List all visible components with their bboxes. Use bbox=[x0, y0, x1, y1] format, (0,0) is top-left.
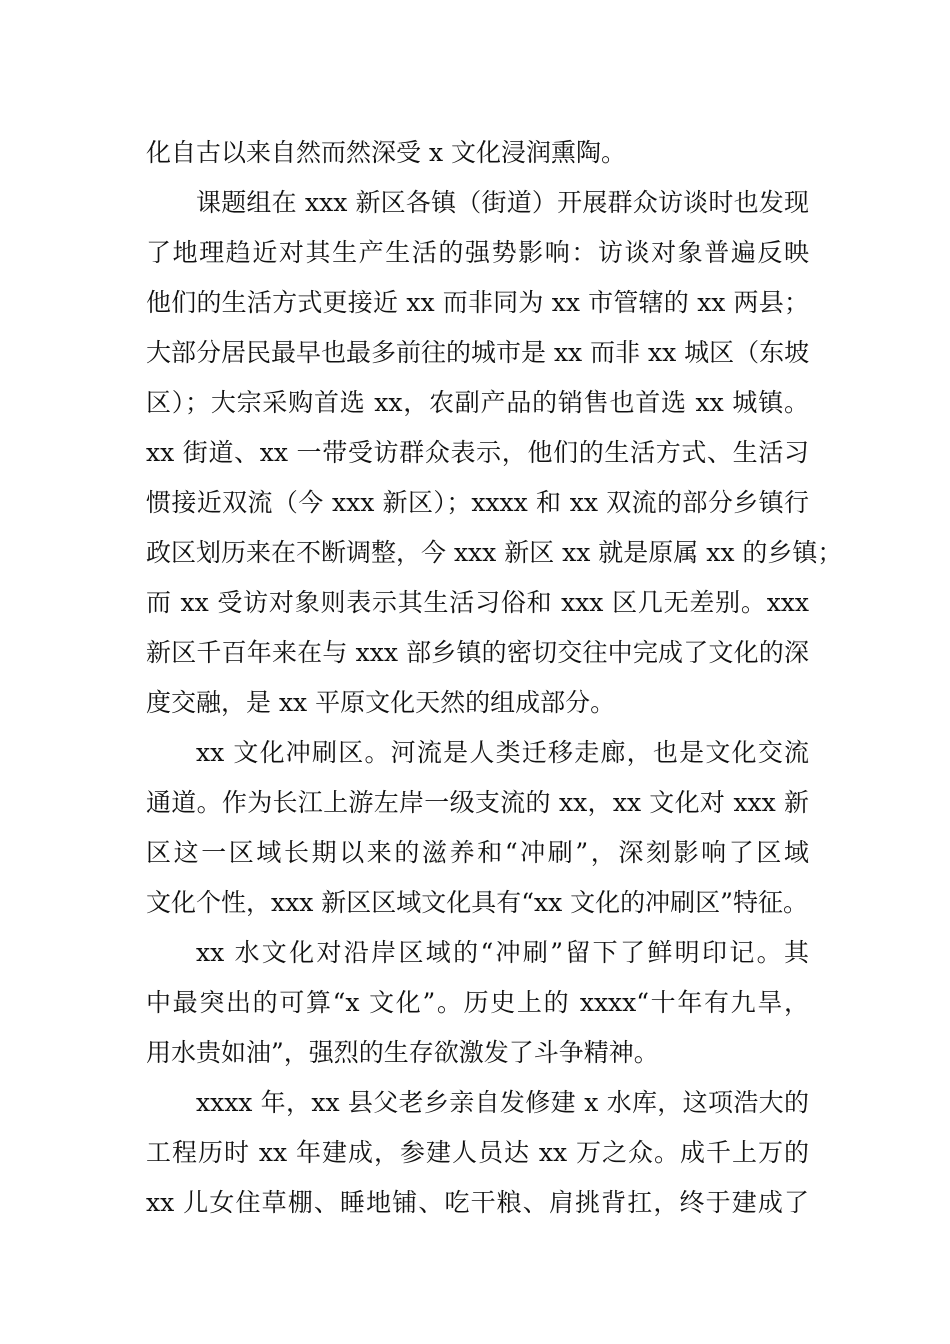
text-line: 政区划历来在不断调整，今 xxx 新区 xx 就是原属 xx 的乡镇； bbox=[146, 538, 843, 567]
text-line: 而 xx 受访对象则表示其生活习俗和 xxx 区几无差别。xxx bbox=[146, 588, 809, 617]
text-line: 度交融，是 xx 平原文化天然的组成部分。 bbox=[146, 688, 616, 717]
body-text bbox=[146, 128, 843, 1228]
paragraph-first-line: 课题组在 xxx 新区各镇（街道）开展群众访谈时也发现 bbox=[196, 188, 809, 217]
text-line: 惯接近双流（今 xxx 新区）；xxxx 和 xx 双流的部分乡镇行 bbox=[146, 488, 809, 517]
paragraph-first-line: xxxx 年，xx 县父老乡亲自发修建 x 水库，这项浩大的 bbox=[196, 1088, 809, 1117]
text-line: 工程历时 xx 年建成，参建人员达 xx 万之众。成千上万的 bbox=[146, 1138, 809, 1167]
text-line: 他们的生活方式更接近 xx 而非同为 xx 市管辖的 xx 两县； bbox=[146, 288, 809, 317]
text-line: 通道。作为长江上游左岸一级支流的 xx，xx 文化对 xxx 新 bbox=[146, 788, 809, 817]
text-line: 化自古以来自然而然深受 x 文化浸润熏陶。 bbox=[146, 138, 626, 167]
paragraph-first-line: xx 文化冲刷区。河流是人类迁移走廊，也是文化交流 bbox=[196, 738, 809, 767]
text-line: 新区千百年来在与 xxx 部乡镇的密切交往中完成了文化的深 bbox=[146, 638, 809, 667]
text-line: 中最突出的可算“x 文化”。历史上的 xxxx“十年有九旱， bbox=[146, 988, 809, 1017]
text-line: 大部分居民最早也最多前往的城市是 xx 而非 xx 城区（东坡 bbox=[146, 338, 810, 367]
text-line: xx 儿女住草棚、睡地铺、吃干粮、肩挑背扛，终于建成了 bbox=[146, 1188, 809, 1217]
text-line: 区这一区域长期以来的滋养和“冲刷”，深刻影响了区域 bbox=[146, 838, 809, 867]
text-line: 用水贵如油”，强烈的生存欲激发了斗争精神。 bbox=[146, 1038, 659, 1067]
text-line: xx 街道、xx 一带受访群众表示，他们的生活方式、生活习 bbox=[146, 438, 809, 467]
paragraph-first-line: xx 水文化对沿岸区域的“冲刷”留下了鲜明印记。其 bbox=[196, 938, 809, 967]
text-line: 文化个性，xxx 新区区域文化具有“xx 文化的冲刷区”特征。 bbox=[146, 888, 808, 917]
text-line: 了地理趋近对其生产生活的强势影响：访谈对象普遍反映 bbox=[146, 238, 809, 267]
text-line: 区）；大宗采购首选 xx，农副产品的销售也首选 xx 城镇。 bbox=[146, 388, 809, 417]
